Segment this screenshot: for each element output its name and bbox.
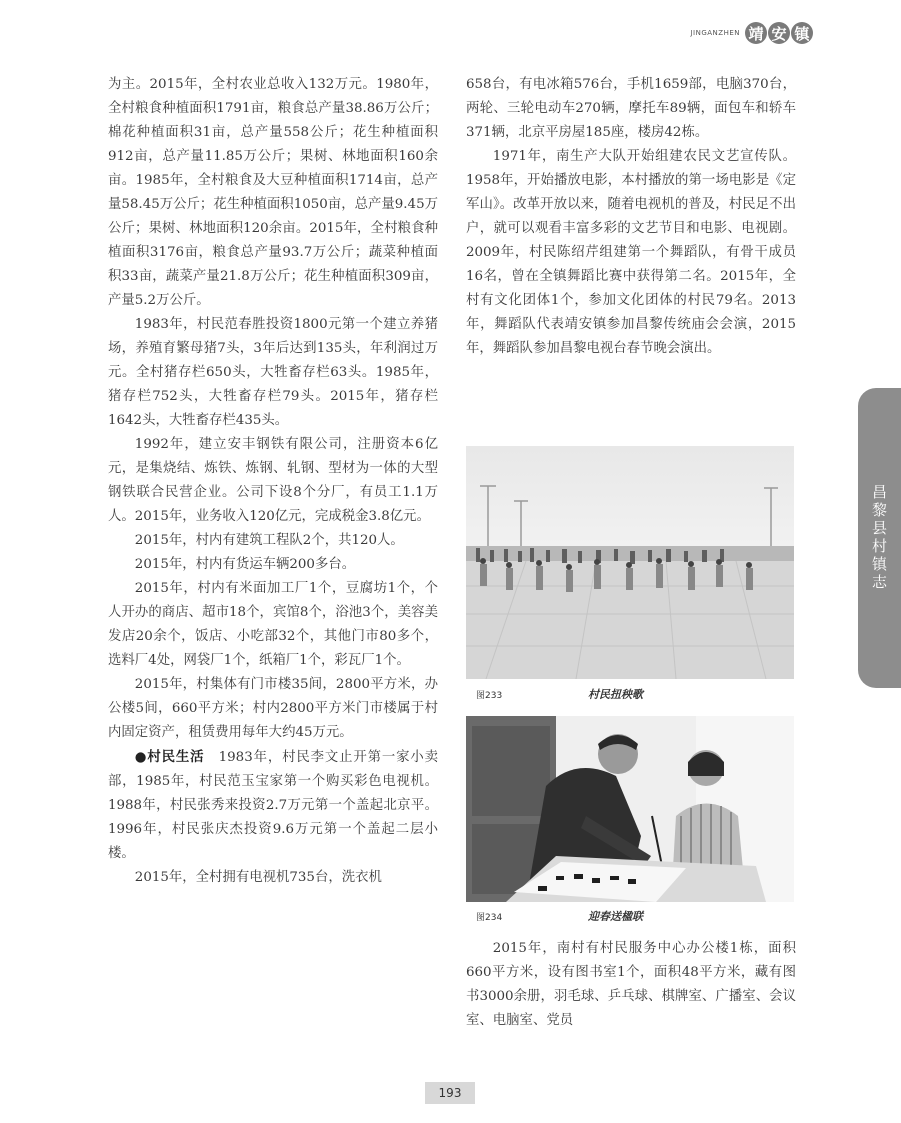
paragraph: 2015年，全村拥有电视机735台，洗衣机 xyxy=(134,870,382,885)
section-lead: ●村民生活 xyxy=(134,749,205,765)
paragraph: 2015年，村内有米面加工厂1个，豆腐坊1个，个人开办的商店、超市18个，宾馆8个，浴池3个，美容美发店20余个，饭店、小吃部32个，其他门市80多个，选料厂4处，网袋厂1个，纸箱厂1个，彩瓦厂1个。 xyxy=(108,581,438,668)
photo-spring-couplets-image xyxy=(466,716,794,902)
paragraph: 658台，有电冰箱576台，手机1659部，电脑370台，两轮、三轮电动车270辆，摩托车89辆，面包车和轿车371辆，北京平房屋185座，楼房42栋。 xyxy=(466,77,796,140)
photo-yangge-dance xyxy=(466,446,794,679)
paragraph-text: 1983年，村民李文止开第一家小卖部，1985年，村民范玉宝家第一个购买彩色电视机。1988年，村民张秀来投资2.7万元第一个盖起北京平。1996年，村民张庆杰投资9.6万元第一个盖起二层小楼。 xyxy=(108,750,439,861)
figure-caption xyxy=(476,686,643,702)
page-number: 193 xyxy=(425,1082,475,1104)
right-column-bottom xyxy=(466,937,796,1033)
figure-title: 迎春送楹联 xyxy=(588,910,643,923)
figure-number: 图234 xyxy=(476,913,503,923)
header-pinyin: JINGANZHEN xyxy=(690,29,740,37)
header-title xyxy=(744,22,813,44)
paragraph: 2015年，南村有村民服务中心办公楼1栋，面积660平方米，设有图书室1个，面积48平方米，藏有图书3000余册，羽毛球、乒乓球、棋牌室、广播室、会议室、电脑室、党员 xyxy=(466,941,796,1028)
photo-yangge-dance-image xyxy=(466,446,794,679)
left-column xyxy=(108,73,438,890)
page-header xyxy=(690,22,813,44)
side-tab xyxy=(858,388,901,688)
header-char: 镇 xyxy=(791,22,813,44)
figure-number: 图233 xyxy=(476,691,503,701)
paragraph: 为主。2015年，全村农业总收入132万元。1980年，全村粮食种植面积1791亩，粮食总产量38.86万公斤；棉花种植面积31亩，总产量558公斤；花生种植面积912亩，总产量11.85万公斤；果树、林地面积160余亩。1985年，全村粮食及大豆种植面积1714亩，总产量58.45万公斤；花生种植面积1050亩，总产量9.45万公斤；果树、林地面积120余亩。2015年，全村粮食种植面积3176亩，粮食总产量93.7万公斤；蔬菜种植面积33亩，蔬菜产量21.8万公斤；花生种植面积309亩，产量5.2万公斤。 xyxy=(108,77,438,308)
photo-spring-couplets xyxy=(466,716,794,902)
figure-title: 村民扭秧歌 xyxy=(588,688,643,701)
paragraph: 1971年，南生产大队开始组建农民文艺宣传队。1958年，开始播放电影，本村播放的第一场电影是《定军山》。改革开放以来，随着电视机的普及，村民足不出户，就可以观看丰富多彩的文艺节目和电影、电视剧。2009年，村民陈绍芹组建第一个舞蹈队，有骨干成员16名，曾在全镇舞蹈比赛中获得第二名。2015年，全村有文化团体1个，参加文化团体的村民79名。2013年，舞蹈队代表靖安镇参加昌黎传统庙会会演，2015年，舞蹈队参加昌黎电视台春节晚会演出。 xyxy=(466,149,796,356)
right-column xyxy=(466,73,796,361)
figure-caption xyxy=(476,908,643,924)
paragraph: 2015年，村集体有门市楼35间，2800平方米，办公楼5间，660平方米；村内2800平方米门市楼属于村内固定资产，租赁费用每年大约45万元。 xyxy=(108,677,438,740)
side-tab-label: 昌黎县村镇志 xyxy=(870,484,888,592)
paragraph: 1983年，村民范春胜投资1800元第一个建立养猪场，养殖育繁母猪7头，3年后达到135头，年利润过万元。全村猪存栏650头，大牲畜存栏63头。1985年，猪存栏752头，大牲畜存栏79头。2015年，猪存栏1642头，大牲畜存栏435头。 xyxy=(108,317,438,428)
paragraph: 1992年，建立安丰钢铁有限公司，注册资本6亿元，是集烧结、炼铁、炼钢、轧钢、型材为一体的大型钢铁联合民营企业。公司下设8个分厂，有员工1.1万人。2015年，业务收入120亿元，完成税金3.8亿元。 xyxy=(108,437,438,524)
paragraph: 2015年，村内有建筑工程队2个，共120人。 xyxy=(134,533,404,548)
header-char: 靖 xyxy=(745,22,767,44)
header-char: 安 xyxy=(768,22,790,44)
paragraph-villager-life xyxy=(108,745,438,866)
paragraph: 2015年，村内有货运车辆200多台。 xyxy=(134,557,356,572)
